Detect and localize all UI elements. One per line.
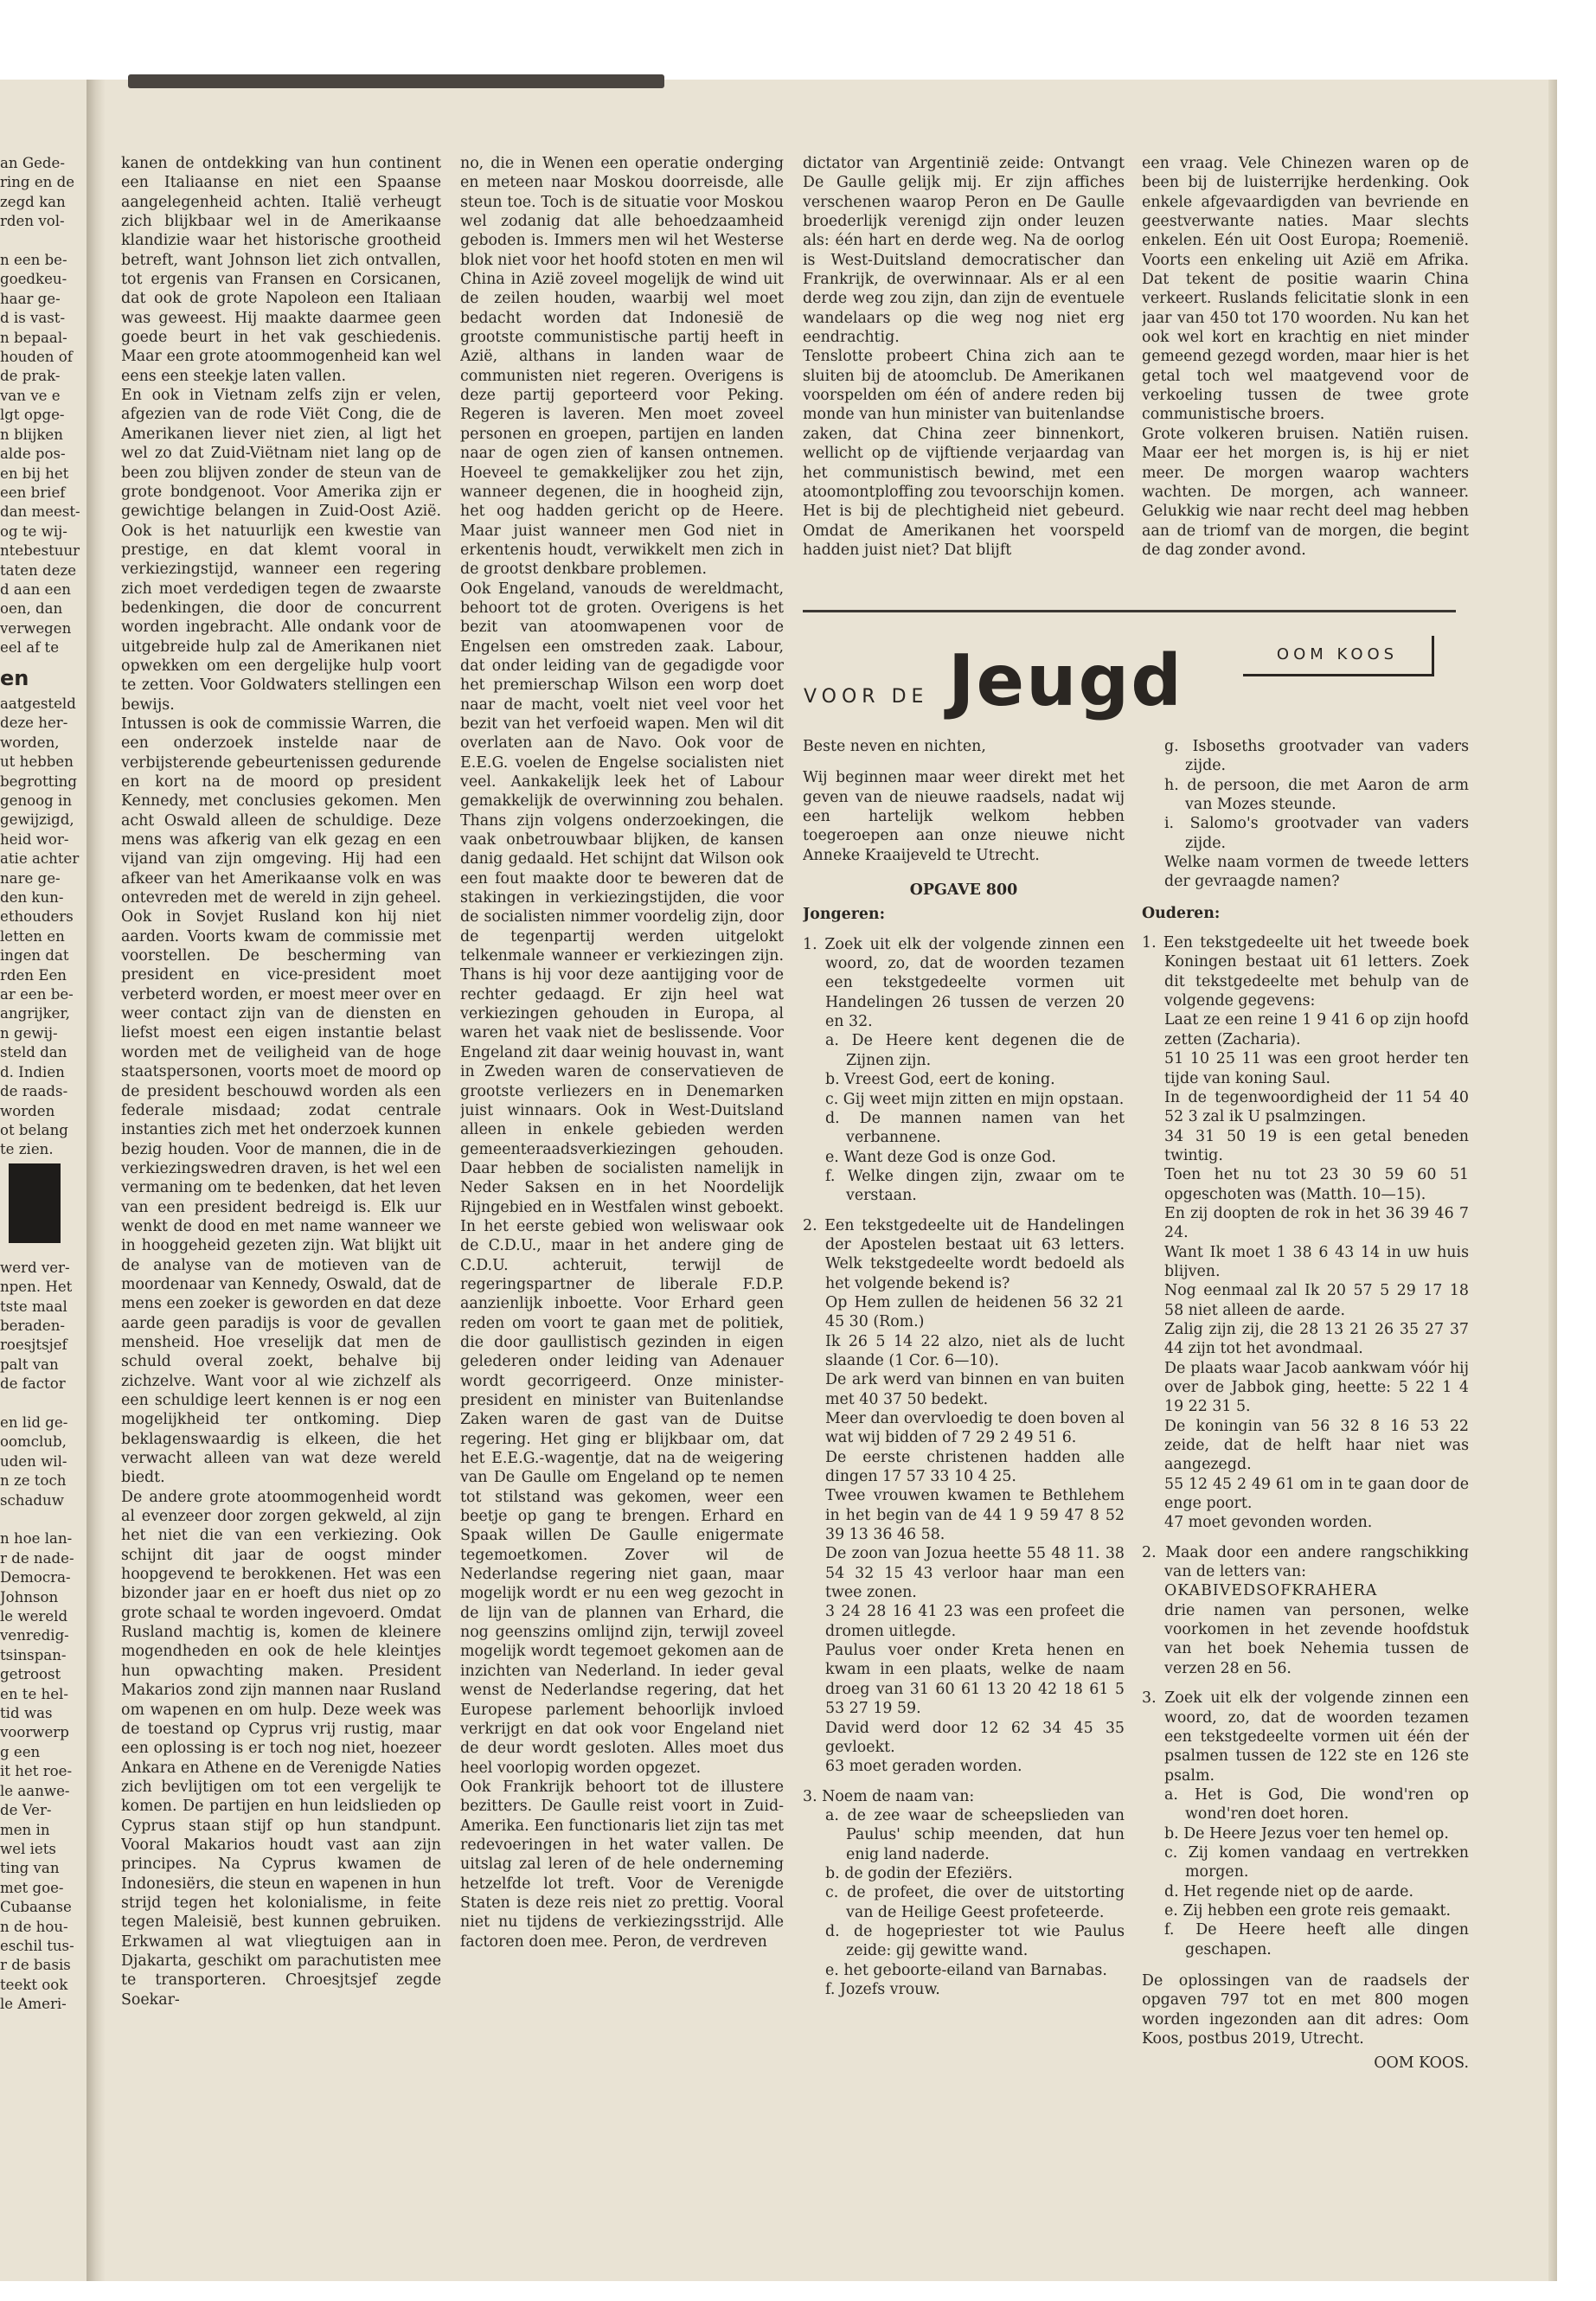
list-item: i. Salomo's grootvader van vaders zijde. xyxy=(1164,815,1469,852)
stub-line: teekt ook xyxy=(0,1976,68,1993)
stub-line: eschil tus- xyxy=(0,1937,74,1954)
stub-line: n ze toch xyxy=(0,1472,67,1490)
clue-line: Toen het nu tot 23 30 59 60 51 opgeschoten was (Matth. 10—15). xyxy=(1164,1166,1469,1203)
question-3-items xyxy=(803,1806,1125,1999)
stub-line: de prak- xyxy=(0,368,61,385)
stub-line: tste maal xyxy=(0,1298,67,1315)
stub-line xyxy=(0,1394,85,1413)
clue-line: Meer dan overvloedig te doen boven al wat wij bidden of 7 29 2 49 51 6. xyxy=(825,1410,1125,1447)
stub-line: d aan een xyxy=(0,580,71,598)
stub-line: ring en de xyxy=(0,174,75,191)
stub-lines-middle xyxy=(0,695,85,1160)
stub-line: uden wil- xyxy=(0,1452,67,1470)
stub-line: de factor xyxy=(0,1375,66,1393)
page-right-edge xyxy=(1548,80,1557,2281)
clue-line: In de tegenwoordigheid der 11 54 40 52 3 zal ik U psalmzingen. xyxy=(1164,1088,1469,1126)
jongeren-heading: Jongeren: xyxy=(803,906,885,924)
question-3-items-continued xyxy=(1142,737,1469,853)
stub-line: heid wor- xyxy=(0,830,69,848)
stub-line: le wereld xyxy=(0,1608,68,1625)
clue-line: De ark werd van binnen en van buiten met 40 37 50 bedekt. xyxy=(825,1371,1125,1408)
stub-line: verwegen xyxy=(0,619,72,637)
stub-line: aatgesteld xyxy=(0,695,76,712)
stub-line: atie achter xyxy=(0,850,80,868)
stub-line: eel af te xyxy=(0,639,60,657)
stub-line: n gewij- xyxy=(0,1024,58,1042)
stub-line: n blijken xyxy=(0,426,63,443)
stub-line: le Ameri- xyxy=(0,1996,67,2013)
question-1: 1. Zoek uit elk der volgende zinnen een woord, zo, dat de woorden tezamen een tekstgedeelte vormen uit Handelingen 26 tussen de verzen 20 en 32. xyxy=(803,935,1125,1031)
list-item: e. het geboorte-eiland van Barnabas. xyxy=(825,1961,1107,1979)
stub-line: lgt opge- xyxy=(0,407,65,424)
article-column-2 xyxy=(460,154,784,2116)
clue-line: Op Hem zullen de heidenen 56 32 21 45 30 (Rom.) xyxy=(825,1293,1125,1331)
stub-line: met goe- xyxy=(0,1879,64,1896)
stub-line: den kun- xyxy=(0,889,64,907)
stub-line xyxy=(0,232,85,251)
paragraph: Ook Engeland, vanouds de wereldmacht, behoort tot de groten. Overigens is het bezit van atoomwapenen voor de Engelsen een omstreden zaak. Labour, dat onder leiding van de gegadigde voor het premierschap Wilson een worp doet naar de macht, voelt niet veel voor het bezit van het verfoeid wapen. Men wil dit overlaten aan de Navo. Ook voor de E.E.G. voelen de Engelse socialisten niet veel. Aankakelijk leek het of Labour gemakkelijk de overwinning zou behalen. Thans zijn volgens onderzoekingen, die vaak onbetrouwbaar blijken, de kansen danig gedaald. Het schijnt dat Wilson ook een fout maakte door te beweren dat de stakingen in verkiezingstijden, die voor de socialisten nimmer voordelig zijn, door de tegenpartij werden uitgelokt telkenmale wanneer er verkiezingen zijn. Thans is hij voor deze aantijging voor de rechter gedaagd. Er zijn heel wat verkiezingen gehouden in Europa, al waren het vaak niet de beslissende. Voor Engeland zit daar weinig houvast in, want in Zweden waren de conservatieven de grootste verliezers en in Denemarken juist winnaars. Ook in West-Duitsland alleen in enkele gebieden werden gemeenteraadsverkiezingen gehouden. Daar hebben de socialisten namelijk in Neder Saksen en in het Noordelijk Rijngebied en in Westfalen winst geboekt. In het eerste gebied won weliswaar ook de C.D.U., maar in het andere ging de C.D.U. achteruit, terwijl de regeringspartner de liberale F.D.P. aanzienlijk inboette. Voor Erhard geen reden om voort te gaan met de politiek, die door gaullistisch gezinden in eigen gelederen onder leiding van Adenauer wordt gecorrigeerd. Onze minister-president en minister van Buitenlandse Zaken waren de gast van de Duitse regering. Het ging er blijkbaar om, dat het E.E.G.-wagentje, dat na de weigering van De Gaulle om Engeland op te nemen tot stilstand was gekomen, weer een beetje op gang te brengen. Erhard en Spaak willen De Gaulle enigermate tegemoetkomen. Zover wil de Nederlandse regering niet gaan, maar mogelijk wordt er nu een weg gezocht in de lijn van de plannen van Erhard, die nog geenszins omlijnd zijn, terwijl zoveel mogelijk wordt tegemoet gekomen aan de inzichten van Nederland. In ieder geval wenst de Nederlandse regering, dat het Europese parlement behoorlijk invloed verkrijgt en dat ook voor Engeland niet de deur wordt gesloten. Alles moet dus heel voorlopig worden opgezet. xyxy=(460,580,784,1777)
stub-line: ut hebben xyxy=(0,753,74,771)
stub-line: van ve e xyxy=(0,387,61,404)
list-item: c. de profeet, die over de uitstorting van de Heilige Geest profeteerde. xyxy=(825,1884,1125,1921)
stub-line: tsinspan- xyxy=(0,1646,67,1663)
closing-note: De oplossingen van de raadsels der opgaven 797 tot en met 800 mogen worden ingezonden aan dit adres: Oom Koos, postbus 2019, Utrecht. xyxy=(1142,1971,1469,2048)
list-item: c. Zij komen vandaag en vertrekken morgen. xyxy=(1164,1843,1469,1881)
clue-line: Zalig zijn zij, die 28 13 21 26 35 27 37 44 zijn tot het avondmaal. xyxy=(1164,1320,1469,1358)
list-item: c. Gij weet mijn zitten en mijn opstaan. xyxy=(825,1090,1125,1108)
list-item: a. Het is God, Die wond'ren op wond'ren doet horen. xyxy=(1164,1785,1469,1823)
ouderen-heading: Ouderen: xyxy=(1142,904,1221,922)
stub-line: ot belang xyxy=(0,1121,68,1138)
section-prefix: VOOR DE xyxy=(804,686,929,708)
stub-line: werd ver- xyxy=(0,1259,70,1276)
stub-line: zegd kan xyxy=(0,193,66,210)
page-spine-shadow xyxy=(87,80,106,2281)
stub-line: houden of xyxy=(0,349,73,366)
stub-line: getroost xyxy=(0,1666,61,1683)
binding-tape xyxy=(128,74,664,88)
stub-line: n hoe lan- xyxy=(0,1530,73,1548)
stub-line: Johnson xyxy=(0,1588,59,1606)
youth-column-1 xyxy=(803,737,1125,2121)
paragraph: Ook Frankrijk behoort tot de illustere bezitters. De Gaulle reist voort in Zuid-Amerika. Een functionaris liet zijn tas met redevoeringen in het water vallen. De uitslag zal leren of de hele onderneming hetzelfde lot treft. Voor de Verenigde Staten is deze reis niet zo prettig. Vooral niet nu tijdens de verkiezingsstrijd. Alle factoren doen mee. Peron, de verdreven xyxy=(460,1778,784,1951)
list-item: f. Jozefs vrouw. xyxy=(825,1980,940,1998)
question-1-items xyxy=(803,1031,1125,1205)
stub-line: npen. Het xyxy=(0,1279,73,1296)
stub-line: g een xyxy=(0,1743,41,1760)
stub-line: n een be- xyxy=(0,252,67,269)
stub-line: schaduw xyxy=(0,1491,64,1509)
paragraph: no, die in Wenen een operatie onderging en meteen naar Moskou doorreisde, alle steun toe. Toch is de situatie voor Moskou wel zodanig dat alle behoedzaamheid geboden is. Immers men wil het Westerse blok niet voor het hoofd stoten en men wil China in Azië zoveel mogelijk de wind uit de zeilen houden, waarbij wel moet bedacht worden dat Indonesië de grootste communistische partij heeft in Azië, althans in landen waar de communisten niet regeren. Overigens is deze partij geporteerd voor Peking. Regeren is laveren. Men moet zoveel personen en groepen, partijen en landen naar de ogen zien of kansen ontnemen. Hoeveel te gemakkelijker zou het zijn, wanneer degenen, die in hoogheid zijn, het oog hadden gericht op de Heere. Maar juist wanneer men God niet in erkentenis houdt, verwikkelt men zich in de grootst denkbare problemen. xyxy=(460,155,784,579)
previous-page-stub xyxy=(0,154,85,2144)
clue-line: De koningin van 56 32 8 16 53 22 zeide, dat de helft haar niet was aangezegd. xyxy=(1164,1417,1469,1474)
stub-line: oen, dan xyxy=(0,600,63,618)
stub-line: nare ge- xyxy=(0,869,61,887)
clue-line: Laat ze een reine 1 9 41 6 op zijn hoofd zetten (Zacharia). xyxy=(1164,1011,1469,1048)
oom-koos-signbox: OOM KOOS xyxy=(1243,636,1434,676)
clue-line: De plaats waar Jacob aankwam vóór hij over de Jabbok ging, heette: 5 22 1 4 19 22 31 5. xyxy=(1164,1359,1469,1416)
article-column-3 xyxy=(803,154,1125,595)
list-item: d. de hogepriester tot wie Paulus zeide: gij gewitte wand. xyxy=(825,1922,1125,1960)
stub-line: voorwerp xyxy=(0,1724,69,1741)
greeting: Beste neven en nichten, xyxy=(803,738,986,755)
stub-line: ingen dat xyxy=(0,947,69,965)
paragraph: Tenslotte probeert China zich aan te sluiten bij de atoomclub. De Amerikanen voorspelden om één of andere reden bij monde van hun minister van buitenlandse zaken, dat China zeer binnenkort, wellicht op de vijftiende verjaardag van het communistisch bewind, met een atoomontploffing zou tevoorschijn komen. Het is bij de plechtigheid niet gebeurd. Omdat de Amerikanen het voorspeld hadden juist niet? Dat blijft xyxy=(803,348,1125,559)
stub-line: de Ver- xyxy=(0,1802,52,1819)
paragraph: Intussen is ook de commissie Warren, die een onderzoek instelde naar de verbijsterende gebeurtenissen gedurende en kort na de moord op president Kennedy, met conclusies gekomen. Men acht Oswald alleen de schuldige. Deze mens was afkerig van elk gezag en een vijand van zijn omgeving. Hij had een afkeer van het Amerikaanse volk en was ontevreden met de wereld in zijn geheel. Ook in Sovjet Rusland kon hij niet aarden. Voorts kwam de commissie met voorstellen. De bescherming van president en vice-president moet verbeterd worden, er moest meer over en weer contact zijn van de diensten en liefst moest een eigen instantie belast worden met de veiligheid van de hoge staatspersonen, voorts moet de moord op de president beschouwd worden als een federale misdaad; zodat centrale instanties zich met het onderzoek kunnen bezig houden. Voor de mannen, die in de verkiezingswedren draven, is het wel een vermaning om te bedenken, dat het leven van een president bedreigd is. Elk uur wenkt de dood en met name wanneer we in hooggeheid gezeten zijn. Wat blijkt uit de analyse van de motieven van de moordenaar van Kennedy, Oswald, dat de mens een zoeker is geworden en dat deze aarde geen paradijs is voor de gevallen mensheid. Hoe vreselijk dat men de schuld overal zoekt, behalve bij zichzelve. Want voor al wie zichzelf als een schuldige leert kennen is er nog een mogelijkheid ter ontkoming. Diep beklagenswaardig is elkeen, die het verwacht alleen van wat deze wereld biedt. xyxy=(121,715,441,1487)
clue-line: De zoon van Jozua heette 55 48 11. 38 54 32 15 43 verloor haar man een twee zonen. xyxy=(825,1545,1125,1602)
stub-black-block xyxy=(9,1163,61,1243)
stub-line: Democra- xyxy=(0,1569,71,1586)
clue-line: Twee vrouwen kwamen te Bethlehem in het begin van de 44 1 9 59 47 8 52 39 13 36 46 58. xyxy=(825,1487,1125,1544)
clue-line: Paulus voer onder Kreta henen en kwam in een plaats, welke de naam droeg van 31 60 61 13 20 42 18 61 5 53 27 19 59. xyxy=(825,1642,1125,1718)
list-item: b. de godin der Efeziërs. xyxy=(825,1864,1013,1882)
stub-line: og te wij- xyxy=(0,522,67,540)
question-2-clues xyxy=(803,1293,1125,1777)
list-item: f. Welke dingen zijn, zwaar om te verstaan. xyxy=(825,1167,1125,1205)
paragraph: kanen de ontdekking van hun continent een Italiaanse en niet een Spaanse aangelegenheid achten. Italië verheugt zich blijkbaar wel in de Amerikaanse klandizie waar het historische grootheid betreft, want Johnson liet zich ontvallen, tot ergenis van Fransen en Corsicanen, dat ook de grote Napoleon een Italiaan was geweest. Hij maakte daarmee geen goede beurt in het vak geschiedenis. Maar een grote atoommogenheid kan wel eens een steekje laten vallen. xyxy=(121,155,441,385)
stub-line: deze her- xyxy=(0,715,68,732)
stub-line: rden vol- xyxy=(0,213,65,230)
stub-line: wel iets xyxy=(0,1840,56,1857)
ouderen-question-2: 2. Maak door een andere rangschikking van de letters van: xyxy=(1142,1543,1469,1581)
clue-line: De eerste christenen hadden alle dingen 17 57 33 10 4 25. xyxy=(825,1448,1125,1486)
clue-line: Ik 26 5 14 22 alzo, niet als de lucht slaande (1 Cor. 6—10). xyxy=(825,1332,1125,1369)
stub-line: ar een be- xyxy=(0,986,74,1003)
stub-line: haar ge- xyxy=(0,290,61,307)
article-column-4 xyxy=(1142,154,1469,595)
section-divider xyxy=(803,610,1456,612)
paragraph: En ook in Vietnam zelfs zijn er velen, afgezien van de rode Viët Cong, die de Amerikanen liever niet zien, al ligt het wel zo dat Zuid-Viëtnam niet lang op de been zou blijven zonder de steun van de grote bondgenoot. Voor Amerika zijn er gewichtige belangen in Zuid-Oost Azië. Ook is het natuurlijk een kwestie van prestige, en dat klemt vooral in verkiezingstijd, wanneer een regering zich moet verdedigen tegen de zwaarste bedenkingen, die door de concurrent worden ingebracht. Alle ondank voor de uitgebreide hulp zal de Amerikanen niet opwekken om een dergelijke hulp voort te zetten. Voor Goldwaters stellingen een bewijs. xyxy=(121,387,441,714)
stub-line: en te hel- xyxy=(0,1685,68,1702)
paragraph: een vraag. Vele Chinezen waren op de been bij de luisterrijke herdenking. Ook enkele afgevaardigden van bevriende en geestverwante naties. Maar slechts enkelen. Eén uit Oost Europa; Roemenië. Voorts een enkeling uit Azië em Afrika. Dat tekent de positie waarin China verkeert. Ruslands felicitatie slonk in een jaar van 450 tot 170 woorden. Nu kan het ook wel kort en krachtig en niet minder gemeend gezegd worden, maar hier is het getal toch wel maatgevend voor de verkoeling tussen de twee grote communistische broers. xyxy=(1142,155,1469,424)
stub-line: steld dan xyxy=(0,1044,67,1061)
list-item: d. De mannen namen van het verbannene. xyxy=(825,1109,1125,1147)
stub-line: d is vast- xyxy=(0,310,66,327)
question-3: 3. Noem de naam van: xyxy=(803,1787,975,1805)
stub-line: men in xyxy=(0,1821,50,1838)
stub-lines-bottom xyxy=(0,1259,85,2015)
stub-line: goedkeu- xyxy=(0,271,67,288)
stub-line: letten en xyxy=(0,927,65,945)
stub-line: de raads- xyxy=(0,1083,68,1100)
stub-line: ethouders xyxy=(0,908,74,926)
paragraph: Grote volkeren bruisen. Natiën ruisen. Maar eer het morgen is, is hij er niet meer. De morgen waarop wachters wachten. De morgen, ach wanneer. Gelukkig wie naar recht deel mag hebben aan de triomf van de morgen, die begint de dag zonder avond. xyxy=(1142,425,1469,559)
stub-line: d. Indien xyxy=(0,1063,65,1080)
ouderen-question-3: 3. Zoek uit elk der volgende zinnen een woord, zo, dat de woorden tezamen een tekstgedeelte vormen uit één der psalmen tussen de 122 ste en 126 ste psalm. xyxy=(1142,1689,1469,1785)
youth-column-2 xyxy=(1142,737,1469,2121)
stub-line: it het roe- xyxy=(0,1763,73,1780)
list-item: b. Vreest God, eert de koning. xyxy=(825,1071,1055,1089)
stub-line: ntebestuur xyxy=(0,542,80,560)
clue-line: 51 10 25 11 was een groot herder ten tijde van koning Saul. xyxy=(1164,1050,1469,1087)
list-item: f. De Heere heeft alle dingen geschapen. xyxy=(1164,1921,1469,1958)
stub-line: angrijker, xyxy=(0,1005,70,1022)
signature: OOM KOOS. xyxy=(1374,2054,1469,2073)
stub-line: r de basis xyxy=(0,1957,71,1974)
stub-line: taten deze xyxy=(0,561,77,579)
clue-line: Nog eenmaal zal Ik 20 57 5 29 17 18 58 niet alleen de aarde. xyxy=(1164,1282,1469,1319)
paragraph: dictator van Argentinië zeide: Ontvangt De Gaulle gelijk mij. Er zijn affiches verschenen waarop Peron en De Gaulle broederlijk verenigd zijn onder leuzen als: één hart en derde weg. Na de oorlog is West-Duitsland democratischer dan Frankrijk, de overwinnaar. Als er al een derde weg zou zijn, dan zijn de eventuele wandelaars op die weg nog niet erg eendrachtig. xyxy=(803,155,1125,347)
list-item: d. Het regende niet op de aarde. xyxy=(1164,1882,1413,1900)
stub-line: oomclub, xyxy=(0,1433,67,1451)
stub-line: en bij het xyxy=(0,465,69,482)
stub-line: Cubaanse xyxy=(0,1899,72,1916)
clue-line: David werd door 12 62 34 45 35 gevloekt. xyxy=(825,1719,1125,1756)
clue-line: 55 12 45 2 49 61 om in te gaan door de enge poort. xyxy=(1164,1475,1469,1513)
stub-line: worden xyxy=(0,1102,55,1119)
list-item: e. Want deze God is onze God. xyxy=(825,1148,1056,1166)
ouderen-question-1-clues xyxy=(1142,1010,1469,1532)
stub-line: een brief xyxy=(0,484,66,501)
list-item: g. Isboseths grootvader van vaders zijde. xyxy=(1164,738,1469,775)
anagram-word: OKABIVEDSOFKRAHERA xyxy=(1164,1582,1378,1600)
stub-line: en lid ge- xyxy=(0,1413,68,1431)
stub-line: worden, xyxy=(0,734,60,751)
clue-line: 47 moet gevonden worden. xyxy=(1164,1514,1373,1532)
stub-line: rden Een xyxy=(0,966,67,984)
question-2: 2. Een tekstgedeelte uit de Handelingen der Apostelen bestaat uit 63 letters. Welk tekstgedeelte wordt bedoeld als het volgende bekend is? xyxy=(803,1216,1125,1292)
stub-line: palt van xyxy=(0,1356,59,1373)
stub-line: gewijzigd, xyxy=(0,811,74,829)
stub-line: beraden- xyxy=(0,1317,66,1334)
stub-line: te zien. xyxy=(0,1141,54,1158)
clue-line: 34 31 50 19 is een getal beneden twintig. xyxy=(1164,1127,1469,1164)
stub-line: n de hou- xyxy=(0,1918,68,1935)
stub-line: begrotting xyxy=(0,772,77,790)
stub-line: n bepaal- xyxy=(0,329,67,346)
stub-line: ting van xyxy=(0,1860,60,1877)
section-title: Jeugd xyxy=(948,640,1183,722)
stub-line: dan meest- xyxy=(0,503,80,521)
list-item: a. de zee waar de scheepslieden van Paulus' schip meenden, dat hun enig land naderde. xyxy=(825,1806,1125,1863)
stub-heading: en xyxy=(0,665,29,690)
stub-line: r de nade- xyxy=(0,1549,74,1567)
question-3-prompt: Welke naam vormen de tweede letters der gevraagde namen? xyxy=(1164,854,1469,891)
stub-line: alde pos- xyxy=(0,445,66,463)
list-item: b. De Heere Jezus voer ten hemel op. xyxy=(1164,1824,1449,1843)
clue-line: 3 24 28 16 41 23 was een profeet die dromen uitlegde. xyxy=(825,1603,1125,1640)
article-column-1 xyxy=(121,154,441,2116)
stub-line: roesjtsjef xyxy=(0,1336,67,1354)
opgave-heading: OPGAVE 800 xyxy=(909,881,1018,900)
stub-lines-top xyxy=(0,154,85,658)
paragraph: De andere grote atoommogenheid wordt al evenzeer door zorgen gekweld, al zijn het niet die van een verkiezing. Ook schijnt dit jaar de oogst minder hoopgevend te berokkenen. Het was een bizonder jaar en er hoeft dus niet op zo grote schaal te worden ingevoerd. Omdat Rusland machtig is, komen de kleinere mogendheden en ook de hele kleintjes hun opwachting maken. President Makarios zond zijn mannen naar Rusland om wapenen en om hulp. Deze week was de toestand op Cyprus vrij rustig, maar een oplossing is er toch nog niet, hoezeer Ankara en Athene en de Verenigde Naties zich bevlijtigen om tot een vergelijk te komen. De partijen en hun leidslieden op Cyprus staan stijf op hun standpunt. Vooral Makarios houdt vast aan zijn principes. Na Cyprus kwamen de Indonesiërs, die steun en wapenen in hun strijd tegen het kolonialisme, in feite tegen Maleisië, best kunnen gebruiken. Erkwamen al wat vliegtuigen aan in Djakarta, geschikt om parachutisten mee te transporteren. Chroesjtsjef zegde Soekar- xyxy=(121,1488,441,2009)
ouderen-question-3-items xyxy=(1142,1785,1469,1959)
clue-line: En zij doopten de rok in het 36 39 46 7 24. xyxy=(1164,1204,1469,1242)
stub-line xyxy=(0,1510,85,1529)
clue-line: 63 moet geraden worden. xyxy=(825,1758,1022,1776)
clue-line: Want Ik moet 1 38 6 43 14 in uw huis blijven. xyxy=(1164,1243,1469,1280)
list-item: a. De Heere kent degenen die de Zijnen zijn. xyxy=(825,1032,1125,1069)
stub-line: tid was xyxy=(0,1705,53,1722)
ouderen-question-1: 1. Een tekstgedeelte uit het tweede boek Koningen bestaat uit 61 letters. Zoek dit tekstgedeelte met behulp van de volgende gegevens: xyxy=(1142,934,1469,1010)
stub-line: venredig- xyxy=(0,1627,69,1644)
stub-line: le aanwe- xyxy=(0,1782,70,1799)
ouderen-question-2-rest: drie namen van personen, welke voorkomen in het zevende hoofdstuk van het boek Nehemia tussen de verzen 28 en 56. xyxy=(1164,1601,1469,1677)
intro: Wij beginnen maar weer direkt met het geven van de nieuwe raadsels, nadat wij een hartelijk welkom hebben toegeroepen aan onze nieuwe nicht Anneke Kraaijeveld te Utrecht. xyxy=(803,769,1125,864)
list-item: e. Zij hebben een grote reis gemaakt. xyxy=(1164,1901,1452,1920)
list-item: h. de persoon, die met Aaron de arm van Mozes steunde. xyxy=(1164,776,1469,814)
stub-line: genoog in xyxy=(0,792,73,809)
stub-line: an Gede- xyxy=(0,155,65,171)
